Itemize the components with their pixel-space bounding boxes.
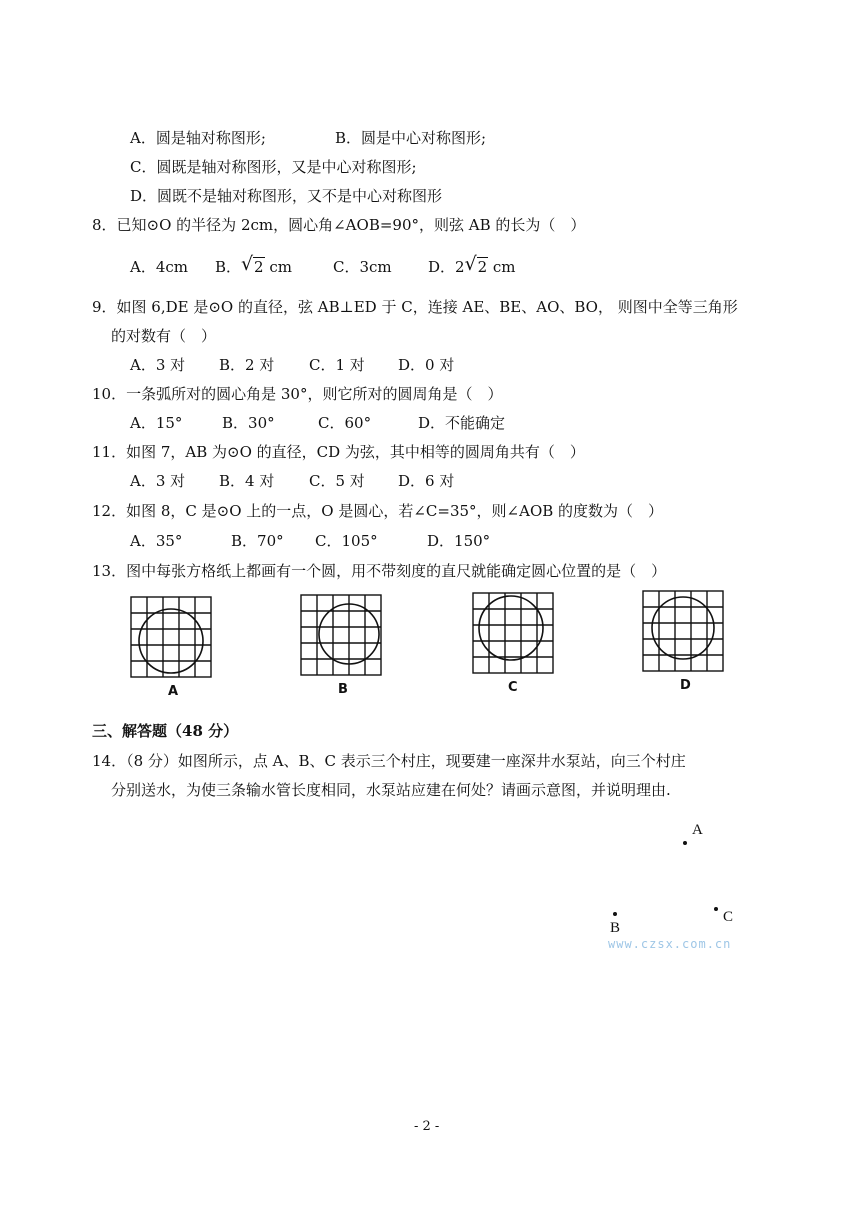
point-a-label: A — [692, 822, 703, 838]
q10-option-b: B．30° — [222, 414, 275, 432]
point-c-label: C — [723, 909, 734, 925]
watermark-text: www.czsx.com.cn — [608, 937, 732, 951]
q9-option-b: B．2 对 — [219, 356, 275, 374]
q9-stem-line1: 9．如图 6,DE 是⊙O 的直径，弦 AB⊥ED 于 C，连接 AE、BE、AO、BO， 则图中全等三角形 — [92, 298, 738, 316]
q13-stem: 13．图中每张方格纸上都画有一个圆，用不带刻度的直尺就能确定圆心位置的是（ ） — [92, 562, 667, 580]
q7-option-b: B．圆是中心对称图形; — [335, 129, 487, 147]
point-a-dot — [683, 841, 687, 845]
q8-option-d-unit: cm — [488, 258, 516, 276]
q12-option-a: A．35° — [130, 532, 183, 550]
sqrt-symbol: √ 2 — [241, 253, 264, 276]
q9-option-a: A．3 对 — [130, 356, 186, 374]
q11-option-a: A．3 对 — [130, 472, 186, 490]
q8-option-a: A．4cm — [130, 258, 189, 276]
grid-figure-a — [130, 596, 214, 680]
q8-option-d-radicand: 2 — [477, 258, 488, 276]
q9-option-c: C．1 对 — [309, 356, 365, 374]
q9-stem-line2: 的对数有（ ） — [111, 327, 217, 345]
q12-stem: 12．如图 8，C 是⊙O 上的一点，O 是圆心，若∠C=35°，则∠AOB 的度数为（ ） — [92, 502, 664, 520]
q11-option-b: B．4 对 — [219, 472, 275, 490]
point-b-dot — [613, 912, 617, 916]
grid-figure-c — [472, 592, 556, 676]
q8-option-d — [428, 253, 516, 278]
sqrt-symbol: √ 2 — [464, 253, 488, 276]
q8-option-b — [215, 253, 292, 278]
q8-option-d-prefix: D．2 — [428, 258, 465, 276]
q8-option-b-prefix: B． — [215, 258, 242, 276]
q11-option-d: D．6 对 — [398, 472, 455, 490]
q8-option-b-unit: cm — [264, 258, 292, 276]
grid-label-b: B — [338, 682, 348, 697]
q8-option-b-radicand: 2 — [254, 258, 264, 276]
q7-option-d: D．圆既不是轴对称图形，又不是中心对称图形 — [130, 187, 443, 205]
grid-label-a: A — [168, 684, 179, 699]
grid-label-d: D — [680, 678, 691, 693]
q12-option-b: B．70° — [231, 532, 284, 550]
q11-option-c: C．5 对 — [309, 472, 365, 490]
q9-option-d: D．0 对 — [398, 356, 455, 374]
q14-stem-line2: 分别送水，为使三条输水管长度相同，水泵站应建在何处？请画示意图，并说明理由. — [111, 781, 671, 799]
q11-stem: 11．如图 7，AB 为⊙O 的直径，CD 为弦，其中相等的圆周角共有（ ） — [92, 443, 585, 461]
q8-stem: 8．已知⊙O 的半径为 2cm，圆心角∠AOB=90°，则弦 AB 的长为（ ） — [92, 216, 586, 234]
q10-option-c: C．60° — [318, 414, 372, 432]
q10-option-d: D．不能确定 — [418, 414, 506, 432]
point-c-dot — [714, 907, 718, 911]
grid-label-c: C — [508, 680, 518, 695]
q10-option-a: A．15° — [130, 414, 183, 432]
q8-option-c: C．3cm — [333, 258, 392, 276]
q7-option-a: A．圆是轴对称图形; — [130, 129, 266, 147]
q12-option-d: D．150° — [427, 532, 491, 550]
page-number: - 2 - — [414, 1119, 440, 1134]
q12-option-c: C．105° — [315, 532, 378, 550]
q14-stem-line1: 14．（8 分）如图所示，点 A、B、C 表示三个村庄，现要建一座深井水泵站，向三个村庄 — [92, 752, 686, 770]
q7-option-c: C．圆既是轴对称图形，又是中心对称图形; — [130, 158, 417, 176]
section-title: 三、解答题（48 分） — [92, 722, 239, 740]
q10-stem: 10．一条弧所对的圆心角是 30°，则它所对的圆周角是（ ） — [92, 385, 503, 403]
point-b-label: B — [610, 920, 621, 936]
grid-figure-d — [642, 590, 726, 674]
grid-figure-b — [300, 594, 384, 678]
